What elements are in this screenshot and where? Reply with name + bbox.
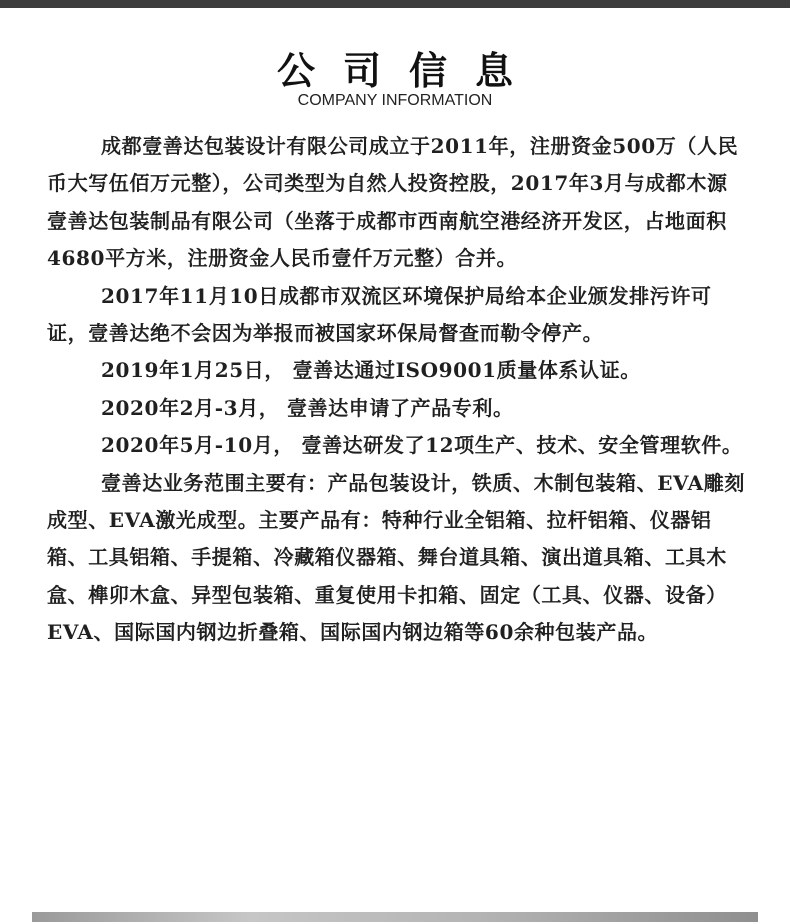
intro-paragraph: 成都壹善达包装设计有限公司成立于2011年，注册资金500万（人民币大写伍佰万元整），公司类型为自然人投资控股，2017年3月与成都木源壹善达包装制品有限公司（坐落于成都市西南航空港经济开发区，占地面积4680平方米，注册资金人民币壹仟万元整）合并。 <box>47 134 739 271</box>
permit-paragraph: 2017年11月10日成都市双流区环境保护局给本企业颁发排污许可证，壹善达绝不会因为举报而被国家环保局督查而勒令停产。 <box>47 283 712 346</box>
patent-paragraph: 2020年2月-3月， 壹善达申请了产品专利。 <box>101 395 514 420</box>
iso-paragraph: 2019年1月25日， 壹善达通过ISO9001质量体系认证。 <box>101 358 641 383</box>
top-bar <box>0 0 790 8</box>
company-info-body <box>47 128 747 652</box>
certificate-photo-edge <box>32 912 758 922</box>
page-subtitle: COMPANY INFORMATION <box>297 92 493 109</box>
business-scope-paragraph: 壹善达业务范围主要有：产品包装设计，铁质、木制包装箱、EVA雕刻成型、EVA激光成型。主要产品有：特种行业全铝箱、拉杆铝箱、仪器铝箱、工具铝箱、手提箱、冷藏箱仪器箱、舞台道具箱、演出道具箱、工具木盒、榫卯木盒、异型包装箱、重复使用卡扣箱、固定（工具、仪器、设备）EVA、国际国内钢边折叠箱、国际国内钢边箱等60余种包装产品。 <box>47 470 745 645</box>
page-title: 公司信息 <box>276 49 541 93</box>
software-paragraph: 2020年5月-10月， 壹善达研发了12项生产、技术、安全管理软件。 <box>101 433 743 458</box>
